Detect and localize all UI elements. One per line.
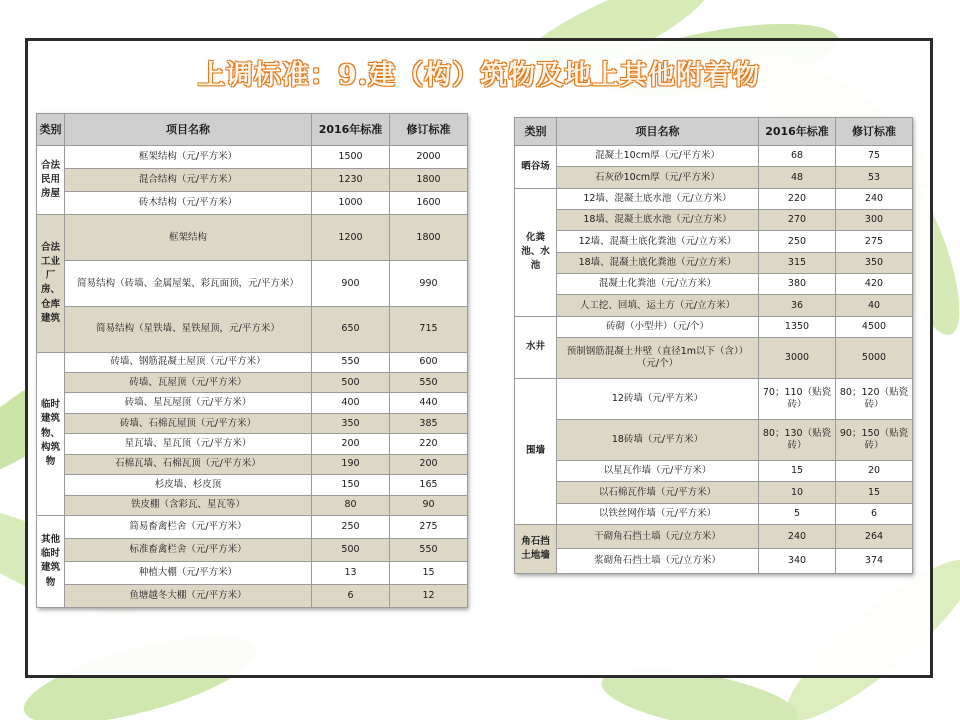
revised-cell: 90；150（贴瓷砖） xyxy=(836,419,913,460)
revised-cell: 1800 xyxy=(390,215,468,261)
table-row xyxy=(37,475,468,495)
item-cell: 砖木结构（元/平方米） xyxy=(65,192,312,215)
revised-cell: 1600 xyxy=(390,192,468,215)
item-cell: 砖砌（小型井）（元/个） xyxy=(557,316,759,337)
item-cell: 砖墙、星瓦屋顶（元/平方米） xyxy=(65,393,312,413)
revised-cell: 220 xyxy=(390,434,468,454)
item-cell: 简易畜禽栏舍（元/平方米） xyxy=(65,515,312,538)
revised-cell: 165 xyxy=(390,475,468,495)
table-row xyxy=(515,252,913,273)
category-cell: 围墙 xyxy=(515,378,557,524)
std2016-cell: 270 xyxy=(759,209,836,230)
revised-header: 修订标准 xyxy=(390,114,468,146)
revised-cell: 80；120（贴瓷砖） xyxy=(836,378,913,419)
revised-cell: 374 xyxy=(836,549,913,574)
item-cell: 浆砌角石挡土墙（元/立方米） xyxy=(557,549,759,574)
item-cell: 预制钢筋混凝土井壁（直径1m以下（含））（元/个） xyxy=(557,337,759,378)
std2016-cell: 240 xyxy=(759,524,836,548)
item-cell: 星瓦墙、星瓦顶（元/平方米） xyxy=(65,434,312,454)
item-cell: 以铁丝网作墙（元/平方米） xyxy=(557,503,759,524)
left-table-container xyxy=(36,113,467,608)
std2016-cell: 1350 xyxy=(759,316,836,337)
table-row xyxy=(37,515,468,538)
table-row xyxy=(37,413,468,433)
item-cell: 18墙、混凝土底水池（元/立方米） xyxy=(557,209,759,230)
item-cell: 石灰砂10cm厚（元/平方米） xyxy=(557,167,759,188)
table-row xyxy=(37,584,468,607)
revised-cell: 300 xyxy=(836,209,913,230)
item-cell: 石棉瓦墙、石棉瓦顶（元/平方米） xyxy=(65,454,312,474)
revised-header: 修订标准 xyxy=(836,118,913,146)
std2016-cell: 500 xyxy=(312,372,390,392)
table-row xyxy=(37,146,468,169)
table-row xyxy=(37,352,468,372)
revised-cell: 715 xyxy=(390,306,468,352)
revised-cell: 385 xyxy=(390,413,468,433)
table-row xyxy=(515,549,913,574)
std2016-cell: 315 xyxy=(759,252,836,273)
table-row xyxy=(37,434,468,454)
revised-cell: 1800 xyxy=(390,169,468,192)
std2016-cell: 13 xyxy=(312,561,390,584)
std2016-cell: 400 xyxy=(312,393,390,413)
table-row xyxy=(37,261,468,307)
category-header: 类别 xyxy=(515,118,557,146)
revised-cell: 75 xyxy=(836,146,913,167)
table-row xyxy=(515,337,913,378)
item-cell: 框架结构（元/平方米） xyxy=(65,146,312,169)
std2016-cell: 380 xyxy=(759,273,836,294)
table-row xyxy=(37,495,468,515)
std2016-cell: 1000 xyxy=(312,192,390,215)
revised-cell: 15 xyxy=(836,482,913,503)
table-row xyxy=(37,169,468,192)
item-cell: 种植大棚（元/平方米） xyxy=(65,561,312,584)
item-cell: 干砌角石挡土墙（元/立方米） xyxy=(557,524,759,548)
item-cell: 人工挖、回填、运土方（元/立方米） xyxy=(557,295,759,316)
revised-cell: 550 xyxy=(390,538,468,561)
std2016-cell: 1230 xyxy=(312,169,390,192)
item-cell: 12墙、混凝土底化粪池（元/立方米） xyxy=(557,231,759,252)
std2016-cell: 80 xyxy=(312,495,390,515)
std2016-cell: 5 xyxy=(759,503,836,524)
revised-cell: 440 xyxy=(390,393,468,413)
std2016-cell: 70；110（贴瓷砖） xyxy=(759,378,836,419)
revised-cell: 15 xyxy=(390,561,468,584)
table-row xyxy=(515,378,913,419)
revised-cell: 420 xyxy=(836,273,913,294)
revised-cell: 5000 xyxy=(836,337,913,378)
revised-cell: 600 xyxy=(390,352,468,372)
std2016-cell: 200 xyxy=(312,434,390,454)
table-row xyxy=(515,503,913,524)
revised-cell: 350 xyxy=(836,252,913,273)
std2016-cell: 250 xyxy=(759,231,836,252)
category-cell: 合法工业厂房、仓库建筑 xyxy=(37,215,65,352)
revised-cell: 990 xyxy=(390,261,468,307)
item-cell: 标准畜禽栏舍（元/平方米） xyxy=(65,538,312,561)
std2016-cell: 80；130（贴瓷砖） xyxy=(759,419,836,460)
std2016-cell: 1200 xyxy=(312,215,390,261)
category-header: 类别 xyxy=(37,114,65,146)
std2016-cell: 48 xyxy=(759,167,836,188)
std2016-cell: 550 xyxy=(312,352,390,372)
revised-cell: 4500 xyxy=(836,316,913,337)
category-cell: 水井 xyxy=(515,316,557,378)
right-table-container xyxy=(514,117,912,574)
item-cell: 鱼塘越冬大棚（元/平方米） xyxy=(65,584,312,607)
item-cell: 混凝土10cm厚（元/平方米） xyxy=(557,146,759,167)
table-row xyxy=(37,561,468,584)
item-cell: 以星瓦作墙（元/平方米） xyxy=(557,461,759,482)
item-cell: 12墙、混凝土底水池（元/立方米） xyxy=(557,188,759,209)
item-cell: 12砖墙（元/平方米） xyxy=(557,378,759,419)
revised-cell: 40 xyxy=(836,295,913,316)
table-row xyxy=(515,419,913,460)
category-cell: 化粪池、水池 xyxy=(515,188,557,316)
std2016-header: 2016年标准 xyxy=(312,114,390,146)
std2016-cell: 150 xyxy=(312,475,390,495)
item-cell: 18墙、混凝土底化粪池（元/立方米） xyxy=(557,252,759,273)
std2016-cell: 650 xyxy=(312,306,390,352)
revised-cell: 53 xyxy=(836,167,913,188)
table-row xyxy=(515,209,913,230)
table-row xyxy=(515,146,913,167)
std2016-cell: 500 xyxy=(312,538,390,561)
revised-cell: 550 xyxy=(390,372,468,392)
std2016-cell: 900 xyxy=(312,261,390,307)
std2016-cell: 340 xyxy=(759,549,836,574)
revised-cell: 6 xyxy=(836,503,913,524)
std2016-cell: 3000 xyxy=(759,337,836,378)
table-row xyxy=(515,231,913,252)
std2016-cell: 10 xyxy=(759,482,836,503)
category-cell: 临时建筑物、构筑物 xyxy=(37,352,65,515)
item-cell: 铁皮棚（含彩瓦、星瓦等） xyxy=(65,495,312,515)
std2016-cell: 250 xyxy=(312,515,390,538)
std2016-cell: 6 xyxy=(312,584,390,607)
revised-cell: 240 xyxy=(836,188,913,209)
revised-cell: 200 xyxy=(390,454,468,474)
item-cell: 混合结构（元/平方米） xyxy=(65,169,312,192)
std2016-header: 2016年标准 xyxy=(759,118,836,146)
std2016-cell: 36 xyxy=(759,295,836,316)
category-cell: 其他临时建筑物 xyxy=(37,515,65,607)
table-row xyxy=(37,306,468,352)
item-cell: 以石棉瓦作墙（元/平方米） xyxy=(557,482,759,503)
std2016-cell: 220 xyxy=(759,188,836,209)
table-row xyxy=(37,393,468,413)
item-cell: 砖墙、石棉瓦屋顶（元/平方米） xyxy=(65,413,312,433)
table-row xyxy=(37,454,468,474)
item-header: 项目名称 xyxy=(557,118,759,146)
table-row xyxy=(37,215,468,261)
category-cell: 合法民用房屋 xyxy=(37,146,65,215)
revised-cell: 90 xyxy=(390,495,468,515)
revised-cell: 275 xyxy=(390,515,468,538)
revised-cell: 264 xyxy=(836,524,913,548)
table-row xyxy=(515,524,913,548)
table-row xyxy=(515,167,913,188)
left-compensation-table xyxy=(36,113,468,608)
table-row xyxy=(515,295,913,316)
item-cell: 杉皮墙、杉皮顶 xyxy=(65,475,312,495)
item-cell: 18砖墙（元/平方米） xyxy=(557,419,759,460)
table-row xyxy=(37,538,468,561)
table-row xyxy=(37,192,468,215)
std2016-cell: 1500 xyxy=(312,146,390,169)
item-cell: 简易结构（星铁墙、星铁屋顶，元/平方米） xyxy=(65,306,312,352)
right-compensation-table xyxy=(514,117,913,574)
item-cell: 简易结构（砖墙、金属屋架、彩瓦面顶，元/平方米） xyxy=(65,261,312,307)
table-row xyxy=(515,316,913,337)
revised-cell: 275 xyxy=(836,231,913,252)
category-cell: 晒谷场 xyxy=(515,146,557,189)
revised-cell: 12 xyxy=(390,584,468,607)
revised-cell: 2000 xyxy=(390,146,468,169)
revised-cell: 20 xyxy=(836,461,913,482)
std2016-cell: 350 xyxy=(312,413,390,433)
slide-title: 上调标准：9.建（构）筑物及地上其他附着物 xyxy=(197,60,761,91)
item-cell: 砖墙、钢筋混凝土屋顶（元/平方米） xyxy=(65,352,312,372)
item-cell: 框架结构 xyxy=(65,215,312,261)
std2016-cell: 190 xyxy=(312,454,390,474)
item-cell: 砖墙、瓦屋顶（元/平方米） xyxy=(65,372,312,392)
std2016-cell: 68 xyxy=(759,146,836,167)
table-row xyxy=(37,372,468,392)
table-row xyxy=(515,273,913,294)
slide-frame xyxy=(25,38,933,678)
table-row xyxy=(515,482,913,503)
item-cell: 混凝土化粪池（元/立方米） xyxy=(557,273,759,294)
table-row xyxy=(515,188,913,209)
std2016-cell: 15 xyxy=(759,461,836,482)
item-header: 项目名称 xyxy=(65,114,312,146)
category-cell: 角石挡土地墙 xyxy=(515,524,557,573)
table-row xyxy=(515,461,913,482)
